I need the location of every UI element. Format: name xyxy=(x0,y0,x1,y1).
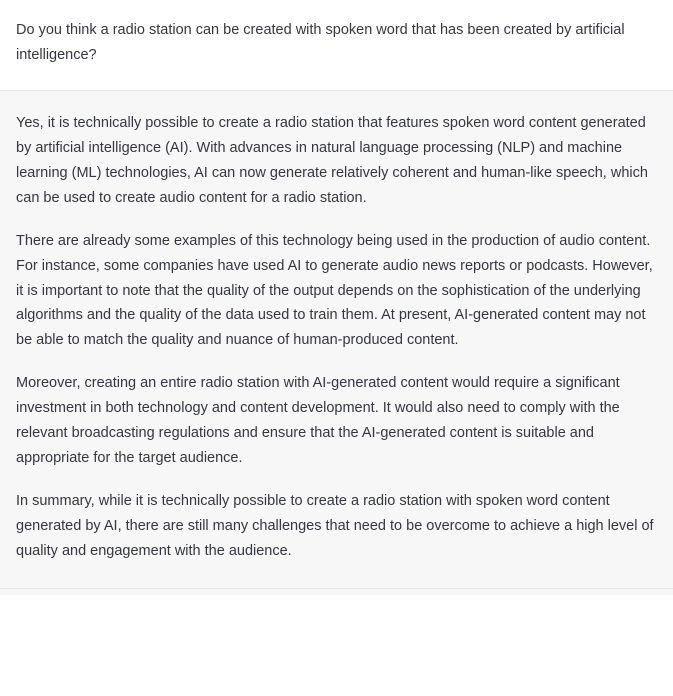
assistant-message-paragraph-3: Moreover, creating an entire radio station with AI-generated content would require a significant investment in both technology and content development. It would also need to comply with the relevant broadcasting regulations and ensure that the AI-generated content is suitable and appropriate for the target audience. xyxy=(16,375,620,467)
assistant-message-paragraph-1: Yes, it is technically possible to create a radio station that features spoken word content generated by artificial intelligence (AI). With advances in natural language processing (NLP) and machine learning (ML) technologies, AI can now generate relatively coherent and human-like speech, which can be used to create audio content for a radio station. xyxy=(16,114,648,206)
bottom-spacer xyxy=(0,589,673,595)
user-message xyxy=(0,0,673,91)
user-message-paragraph: Do you think a radio station can be created with spoken word that has been created by artificial intelligence? xyxy=(16,22,625,63)
assistant-message-paragraph-4: In summary, while it is technically possible to create a radio station with spoken word content generated by AI, there are still many challenges that need to be overcome to achieve a high level of quality and engagement with the audience. xyxy=(16,493,654,559)
assistant-message-paragraph-2: There are already some examples of this technology being used in the production of audio content. For instance, some companies have used AI to generate audio news reports or podcasts. However, it is important to note that the quality of the output depends on the sophistication of the underlying algorithms and the quality of the data used to train them. At present, AI-generated content may not be able to match the quality and nuance of human-produced content. xyxy=(16,232,653,349)
assistant-message xyxy=(0,91,673,589)
